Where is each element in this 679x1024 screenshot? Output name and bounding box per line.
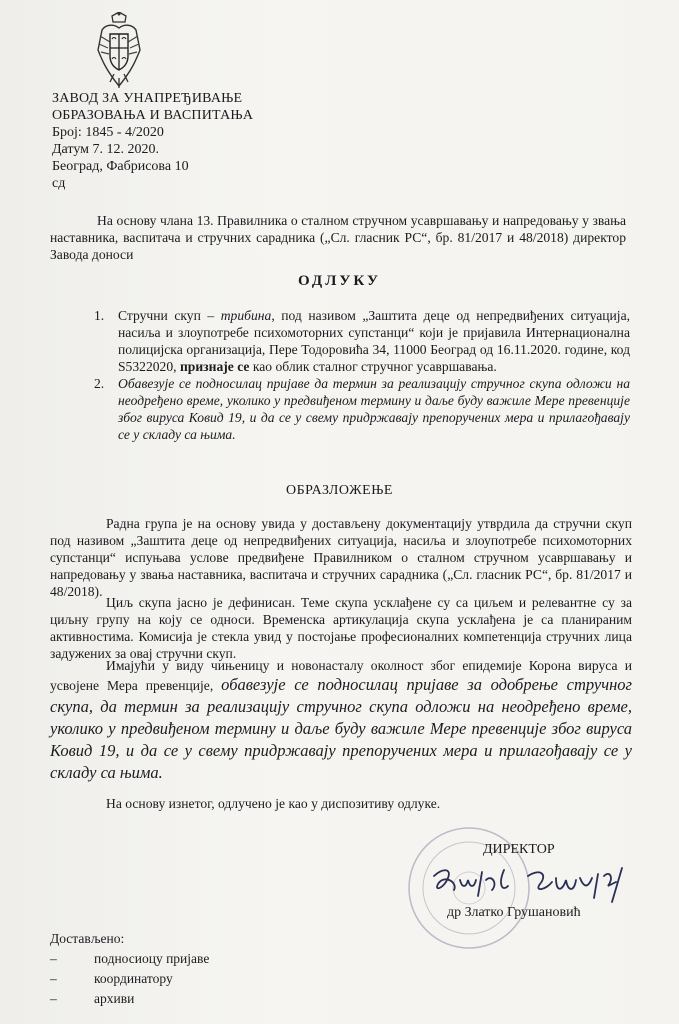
serbian-coat-of-arms-icon: [96, 12, 142, 92]
reasoning-paragraph-1: Радна група је на основу увида у достављену документацију утврдила да стручни скуп под називом „Заштита деце од непредвиђених ситуација, насиља и злоупотребе психомоторних супстанци“ испуњава услове предвиђене Правилником о сталном стручном усавршавању и напредовању у звања наставника, васпитача и стручних сарадника („Сл. гласник РС“, бр. 81/2017 и 48/2018).: [50, 516, 632, 599]
intro-paragraph: На основу члана 13. Правилника о сталном стручном усавршавању и напредовању у звања наставника, васпитача и стручних сарадника („Сл. гласник РС“, бр. 81/2017 и 48/2018) директор Завода доноси: [50, 213, 626, 262]
decision-item-text: , под називом „Заштита деце од непредвиђених ситуација, насиља и злоупотребе психомоторних супстанци“ који је пријавила Интернационална полицијска организација, Пере Тодоровића 34, 11000 Београд од 16.11.2020. године, код S5322020,: [118, 308, 631, 374]
decision-item-text: Обавезује се подносилац пријаве да термин за реализацију стручног скупа одложи на неодређено време, уколико у предвиђеном термину и даље буду важиле Мере превенције због вируса Ковид 19, и да се у свему придржавају препоручених мера и прилагођавају се у складу са њима.: [118, 376, 630, 442]
list-item: – архиви: [50, 991, 135, 1006]
recipient-coordinator: координатору: [94, 971, 173, 986]
delivered-to-list: [50, 929, 209, 1009]
paragraph-text: Имајући у виду чињеницу и новонасталу околност због епидемије Корона вируса и усвојене Мера превенције,: [50, 658, 632, 693]
decision-title: ОДЛУКУ: [297, 273, 381, 289]
decision-list: [94, 307, 630, 443]
decision-item-text: као облик сталног стручног усавршавања.: [249, 359, 497, 374]
document-header: [52, 90, 253, 192]
institution-name-line1: ЗАВОД ЗА УНАПРЕЂИВАЊЕ: [52, 91, 243, 106]
decision-item-1: [94, 307, 630, 375]
reasoning-title: ОБРАЗЛОЖЕЊЕ: [286, 483, 393, 498]
author-initials: сд: [52, 176, 66, 191]
document-date: Датум 7. 12. 2020.: [52, 142, 160, 157]
list-item: – подносиоцу пријаве: [50, 951, 210, 966]
conclusion-paragraph: На основу изнетог, одлучено је као у диспозитиву одлуке.: [106, 796, 441, 811]
document-number: Број: 1845 - 4/2020: [52, 125, 164, 140]
delivered-label: Достављено:: [50, 931, 125, 946]
institution-name-line2: ОБРАЗОВАЊА И ВАСПИТАЊА: [52, 108, 254, 123]
decision-item-text: Стручни скуп –: [118, 308, 221, 323]
recognized-emphasis: признаје се: [179, 359, 250, 374]
decision-item-number: 1.: [94, 308, 105, 323]
institution-address: Београд, Фабрисова 10: [52, 159, 189, 174]
reasoning-paragraph-3: [50, 657, 632, 784]
handwritten-signature: [428, 862, 628, 908]
list-item: – координатору: [50, 971, 173, 986]
recipient-applicant: подносиоцу пријаве: [94, 951, 210, 966]
director-name: др Златко Грушановић: [447, 905, 581, 920]
director-title: ДИРЕКТОР: [483, 842, 555, 857]
event-type: трибина: [220, 308, 272, 323]
obligation-emphasis: обавезује се подносилац пријаве за одобрење стручног скупа, да термин за реализацију стручног скупа одложи на неодређено време, уколико у предвиђеном термину и даље буду важиле Мере превенције због вируса Ковид 19, и да се у свему придржавају препоручених мера и прилагођавају се у складу са њима.: [50, 675, 632, 782]
reasoning-paragraph-2: Циљ скупа јасно је дефинисан. Теме скупа усклађене су са циљем и релевантне су за циљну групу на коју се односи. Временска артикулација скупа усклађена је са планираним активностима. Комисија је стекла увид у постојање професионалних компетенција стручних лица задужених за овај стручни скуп.: [50, 595, 632, 661]
recipient-archive: архиви: [94, 991, 135, 1006]
decision-item-number: 2.: [94, 376, 105, 391]
decision-item-2: [94, 375, 630, 443]
